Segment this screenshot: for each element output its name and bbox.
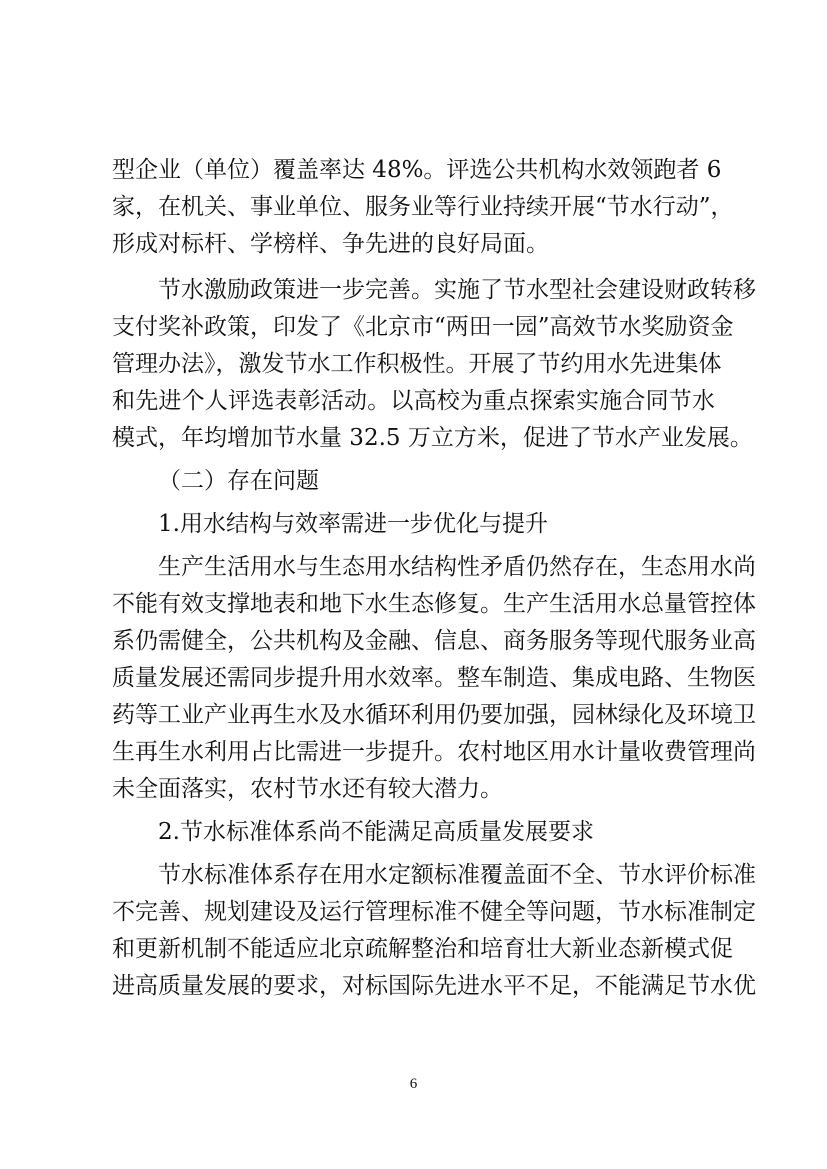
- paragraph-line: 药等工业产业再生水及水循环利用仍要加强，园林绿化及环境卫: [112, 702, 756, 728]
- paragraph-line: 和更新机制不能适应北京疏解整治和培育壮大新业态新模式促: [112, 936, 733, 962]
- paragraph-line: 和先进个人评选表彰活动。以高校为重点探索实施合同节水: [112, 388, 715, 414]
- paragraph-line: 生产生活用水与生态用水结构性矛盾仍然存在，生态用水尚: [158, 554, 756, 580]
- paragraph-line: 支付奖补政策，印发了《北京市“两田一园”高效节水奖励资金: [112, 314, 734, 340]
- paragraph-line: 不能有效支撑地表和地下水生态修复。生产生活用水总量管控体: [112, 591, 756, 617]
- paragraph-line: 管理办法》，激发节水工作积极性。开展了节约用水先进集体: [112, 351, 722, 377]
- paragraph-line: 未全面落实，农村节水还有较大潜力。: [112, 776, 503, 802]
- page-number: 6: [409, 1076, 418, 1092]
- paragraph-line: 质量发展还需同步提升用水效率。整车制造、集成电路、生物医: [112, 665, 756, 691]
- paragraph-line: 进高质量发展的要求，对标国际先进水平不足，不能满足节水优: [112, 973, 756, 999]
- paragraph-line: 系仍需健全，公共机构及金融、信息、商务服务等现代服务业高: [112, 628, 756, 654]
- paragraph-line: 型企业（单位）覆盖率达 48%。评选公共机构水效领跑者 6: [112, 157, 722, 183]
- paragraph-line: 节水激励政策进一步完善。实施了节水型社会建设财政转移: [158, 277, 756, 303]
- paragraph-line: 生再生水利用占比需进一步提升。农村地区用水计量收费管理尚: [112, 739, 756, 765]
- subsection-heading: 2.节水标准体系尚不能满足高质量发展要求: [158, 819, 594, 845]
- paragraph-line: 不完善、规划建设及运行管理标准不健全等问题，节水标准制定: [112, 899, 756, 925]
- paragraph-line: 模式，年均增加节水量 32.5 万立方米，促进了节水产业发展。: [112, 425, 753, 451]
- subsection-heading: 1.用水结构与效率需进一步优化与提升: [158, 511, 548, 537]
- paragraph-line: 家，在机关、事业单位、服务业等行业持续开展“节水行动”，: [112, 194, 734, 220]
- paragraph-line: 形成对标杆、学榜样、争先进的良好局面。: [112, 231, 549, 257]
- section-heading: （二）存在问题: [158, 468, 319, 494]
- paragraph-line: 节水标准体系存在用水定额标准覆盖面不全、节水评价标准: [158, 862, 756, 888]
